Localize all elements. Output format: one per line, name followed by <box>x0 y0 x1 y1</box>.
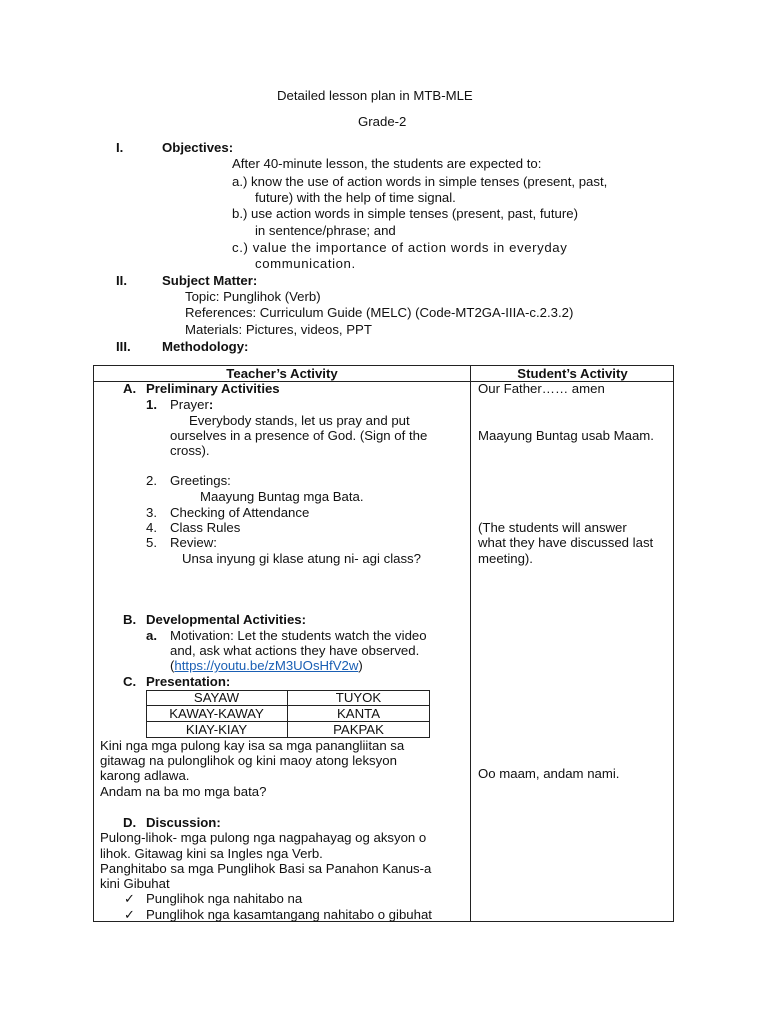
section-d-title: Discussion: <box>146 815 221 830</box>
checkmark-icon: ✓ <box>124 907 136 922</box>
section-a-title: Preliminary Activities <box>146 381 280 396</box>
subject-heading: Subject Matter: <box>162 273 258 288</box>
greetings-title: Greetings: <box>170 473 231 488</box>
action-word-cell: SAYAW <box>193 690 240 705</box>
attendance-title: Checking of Attendance <box>170 505 310 520</box>
greetings-number: 2. <box>146 473 157 488</box>
motivation-text-line1: Motivation: Let the students watch the video <box>170 628 427 643</box>
objective-b-line2: in sentence/phrase; and <box>255 223 396 238</box>
objective-a-line2: future) with the help of time signal. <box>255 190 456 205</box>
action-word-cell: KAWAY-KAWAY <box>169 706 264 721</box>
prayer-title: Prayer: <box>170 397 214 412</box>
student-activity-header: Student’s Activity <box>517 366 628 381</box>
class-rules-title: Class Rules <box>170 520 241 535</box>
motivation-label: a. <box>146 628 157 643</box>
motivation-text-line2: and, ask what actions they have observed. <box>170 643 420 658</box>
motivation-link-line: (https://youtu.be/zM3UOsHfV2w) <box>170 658 363 673</box>
student-response-greeting: Maayung Buntag usab Maam. <box>478 428 654 443</box>
table-column-divider <box>470 365 471 922</box>
discussion-text-line3: Panghitabo sa mga Punglihok Basi sa Panahon Kanus-a <box>100 861 432 876</box>
prayer-text-line3: cross). <box>170 443 210 458</box>
section-c-title: Presentation: <box>146 674 231 689</box>
subject-materials: Materials: Pictures, videos, PPT <box>185 322 372 337</box>
prayer-number: 1. <box>146 397 157 412</box>
section-a-label: A. <box>123 381 137 396</box>
review-title: Review: <box>170 535 217 550</box>
document-title: Detailed lesson plan in MTB-MLE <box>277 88 473 103</box>
presentation-text-line4: Andam na ba mo mga bata? <box>100 784 267 799</box>
action-word-cell: TUYOK <box>335 690 382 705</box>
discussion-text-line4: kini Gibuhat <box>100 876 170 891</box>
student-response-review-line1: (The students will answer <box>478 520 627 535</box>
class-rules-number: 4. <box>146 520 157 535</box>
prayer-text-line2: ourselves in a presence of God. (Sign of the <box>170 428 428 443</box>
objectives-intro: After 40-minute lesson, the students are expected to: <box>232 156 542 171</box>
methodology-number: III. <box>116 339 131 354</box>
objective-b-line1: b.) use action words in simple tenses (present, past, future) <box>232 206 578 221</box>
presentation-text-line3: karong adlawa. <box>100 768 190 783</box>
action-word-cell: KANTA <box>337 706 380 721</box>
presentation-text-line2: gitawag na pulonglihok og kini maoy atong leksyon <box>100 753 397 768</box>
objective-c-line2: communication. <box>255 256 356 271</box>
action-word-cell: KIAY-KIAY <box>185 722 248 737</box>
attendance-number: 3. <box>146 505 157 520</box>
student-response-review-line2: what they have discussed last <box>478 535 654 550</box>
student-response-prayer: Our Father…… amen <box>478 381 605 396</box>
student-response-review-line3: meeting). <box>478 551 533 566</box>
presentation-text-line1: Kini nga mga pulong kay isa sa mga panangliitan sa <box>100 738 405 753</box>
objectives-heading: Objectives: <box>162 140 234 155</box>
student-response-ready: Oo maam, andam nami. <box>478 766 620 781</box>
review-text: Unsa inyung gi klase atung ni- agi class? <box>182 551 421 566</box>
section-c-label: C. <box>123 674 137 689</box>
methodology-heading: Methodology: <box>162 339 249 354</box>
objective-c-line1: c.) value the importance of action words in everyday <box>232 240 568 255</box>
subject-references: References: Curriculum Guide (MELC) (Code-MT2GA-IIIA-c.2.3.2) <box>185 305 574 320</box>
prayer-text-line1: Everybody stands, let us pray and put <box>189 413 410 428</box>
video-link[interactable]: https://youtu.be/zM3UOsHfV2w <box>174 658 359 673</box>
checkmark-icon: ✓ <box>124 891 136 906</box>
teacher-activity-header: Teacher’s Activity <box>226 366 338 381</box>
section-d-label: D. <box>123 815 137 830</box>
discussion-text-line1: Pulong-lihok- mga pulong nga nagpahayag og aksyon o <box>100 830 427 845</box>
discussion-bullet-past: Punglihok nga nahitabo na <box>146 891 303 906</box>
greetings-text: Maayung Buntag mga Bata. <box>200 489 364 504</box>
objective-a-line1: a.) know the use of action words in simple tenses (present, past, <box>232 174 608 189</box>
discussion-text-line2: lihok. Gitawag kini sa Ingles nga Verb. <box>100 846 323 861</box>
section-b-title: Developmental Activities: <box>146 612 307 627</box>
section-b-label: B. <box>123 612 137 627</box>
discussion-bullet-present: Punglihok nga kasamtangang nahitabo o gibuhat <box>146 907 432 922</box>
review-number: 5. <box>146 535 157 550</box>
subject-topic: Topic: Punglihok (Verb) <box>185 289 321 304</box>
grade-label: Grade-2 <box>358 114 407 129</box>
objectives-number: I. <box>116 140 124 155</box>
subject-number: II. <box>116 273 127 288</box>
action-word-cell: PAKPAK <box>333 722 384 737</box>
